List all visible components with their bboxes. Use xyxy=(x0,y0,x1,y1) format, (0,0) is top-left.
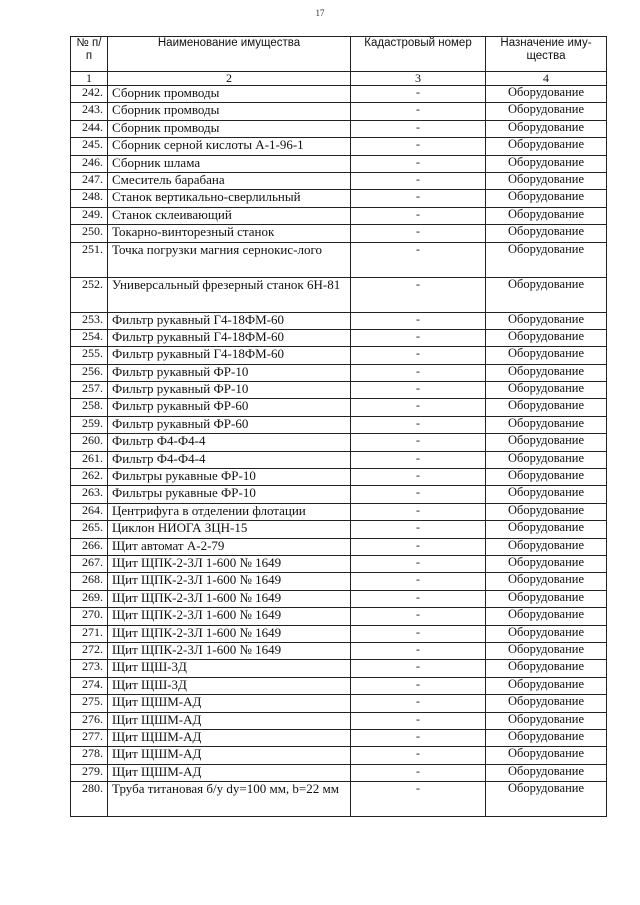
row-number: 280. xyxy=(71,782,108,817)
property-purpose: Оборудование xyxy=(486,764,607,781)
cadastral-number: - xyxy=(351,416,486,433)
table-row xyxy=(71,434,607,451)
property-purpose: Оборудование xyxy=(486,364,607,381)
cadastral-number: - xyxy=(351,782,486,817)
cadastral-number: - xyxy=(351,207,486,224)
row-number: 248. xyxy=(71,190,108,207)
row-number: 269. xyxy=(71,590,108,607)
property-name: Циклон НИОГА ЗЦН-15 xyxy=(108,521,351,538)
column-number: 3 xyxy=(351,72,486,86)
property-purpose: Оборудование xyxy=(486,486,607,503)
property-purpose: Оборудование xyxy=(486,469,607,486)
property-name: Сборник серной кислоты А-1-96-1 xyxy=(108,138,351,155)
row-number: 274. xyxy=(71,677,108,694)
property-purpose: Оборудование xyxy=(486,747,607,764)
header-cadastral: Кадастровый номер xyxy=(351,37,486,72)
property-name: Фильтр рукавный Г4-18ФМ-60 xyxy=(108,329,351,346)
row-number: 255. xyxy=(71,347,108,364)
cadastral-number: - xyxy=(351,364,486,381)
table-row xyxy=(71,469,607,486)
property-name: Фильтр рукавный ФР-10 xyxy=(108,364,351,381)
table-row xyxy=(71,329,607,346)
table-row xyxy=(71,399,607,416)
property-name: Сборник промводы xyxy=(108,103,351,120)
table-row xyxy=(71,712,607,729)
property-name: Щит ЩПК-2-3Л 1-600 № 1649 xyxy=(108,555,351,572)
table-row xyxy=(71,190,607,207)
property-name: Сборник промводы xyxy=(108,120,351,137)
cadastral-number: - xyxy=(351,451,486,468)
table-row xyxy=(71,172,607,189)
cadastral-number: - xyxy=(351,190,486,207)
cadastral-number: - xyxy=(351,242,486,277)
table-row xyxy=(71,625,607,642)
cadastral-number: - xyxy=(351,503,486,520)
header-row xyxy=(71,37,607,72)
header-name: Наименование имущества xyxy=(108,37,351,72)
property-purpose: Оборудование xyxy=(486,172,607,189)
property-purpose: Оборудование xyxy=(486,312,607,329)
table-row xyxy=(71,642,607,659)
table-row xyxy=(71,782,607,817)
cadastral-number: - xyxy=(351,86,486,103)
table-row xyxy=(71,555,607,572)
row-number: 262. xyxy=(71,469,108,486)
row-number: 257. xyxy=(71,382,108,399)
property-purpose: Оборудование xyxy=(486,573,607,590)
cadastral-number: - xyxy=(351,764,486,781)
property-purpose: Оборудование xyxy=(486,660,607,677)
cadastral-number: - xyxy=(351,747,486,764)
property-name: Станок вертикально-сверлильный xyxy=(108,190,351,207)
property-purpose: Оборудование xyxy=(486,277,607,312)
cadastral-number: - xyxy=(351,677,486,694)
table-row xyxy=(71,538,607,555)
table-row xyxy=(71,573,607,590)
row-number: 263. xyxy=(71,486,108,503)
property-name: Щит автомат А-2-79 xyxy=(108,538,351,555)
table-row xyxy=(71,86,607,103)
row-number: 259. xyxy=(71,416,108,433)
property-purpose: Оборудование xyxy=(486,190,607,207)
cadastral-number: - xyxy=(351,729,486,746)
table-row xyxy=(71,416,607,433)
property-purpose: Оборудование xyxy=(486,451,607,468)
table-row xyxy=(71,486,607,503)
cadastral-number: - xyxy=(351,225,486,242)
cadastral-number: - xyxy=(351,695,486,712)
column-number: 1 xyxy=(71,72,108,86)
cadastral-number: - xyxy=(351,382,486,399)
row-number: 267. xyxy=(71,555,108,572)
cadastral-number: - xyxy=(351,312,486,329)
cadastral-number: - xyxy=(351,538,486,555)
property-name: Сборник шлама xyxy=(108,155,351,172)
table-row xyxy=(71,677,607,694)
property-name: Фильтр рукавный ФР-10 xyxy=(108,382,351,399)
property-purpose: Оборудование xyxy=(486,103,607,120)
property-name: Щит ЩШМ-АД xyxy=(108,747,351,764)
property-purpose: Оборудование xyxy=(486,207,607,224)
table-row xyxy=(71,242,607,277)
cadastral-number: - xyxy=(351,347,486,364)
property-purpose: Оборудование xyxy=(486,521,607,538)
property-purpose: Оборудование xyxy=(486,712,607,729)
property-name: Труба титановая б/у dy=100 мм, b=22 мм xyxy=(108,782,351,817)
cadastral-number: - xyxy=(351,555,486,572)
cadastral-number: - xyxy=(351,642,486,659)
property-name: Щит ЩШ-3Д xyxy=(108,677,351,694)
property-name: Щит ЩШМ-АД xyxy=(108,764,351,781)
row-number: 256. xyxy=(71,364,108,381)
property-purpose: Оборудование xyxy=(486,590,607,607)
property-name: Станок склеивающий xyxy=(108,207,351,224)
property-name: Фильтр рукавный ФР-60 xyxy=(108,399,351,416)
table-row xyxy=(71,608,607,625)
table-row xyxy=(71,747,607,764)
cadastral-number: - xyxy=(351,625,486,642)
table-row xyxy=(71,695,607,712)
property-name: Щит ЩШМ-АД xyxy=(108,695,351,712)
property-name: Фильтр рукавный Г4-18ФМ-60 xyxy=(108,312,351,329)
cadastral-number: - xyxy=(351,277,486,312)
property-name: Токарно-винторезный станок xyxy=(108,225,351,242)
cadastral-number: - xyxy=(351,573,486,590)
property-name: Универсальный фрезерный станок 6Н-81 xyxy=(108,277,351,312)
row-number: 279. xyxy=(71,764,108,781)
property-purpose: Оборудование xyxy=(486,642,607,659)
cadastral-number: - xyxy=(351,521,486,538)
table-row xyxy=(71,451,607,468)
row-number: 278. xyxy=(71,747,108,764)
property-name: Щит ЩПК-2-3Л 1-600 № 1649 xyxy=(108,625,351,642)
property-name: Фильтр Ф4-Ф4-4 xyxy=(108,434,351,451)
property-name: Центрифуга в отделении флотации xyxy=(108,503,351,520)
row-number: 264. xyxy=(71,503,108,520)
row-number: 265. xyxy=(71,521,108,538)
cadastral-number: - xyxy=(351,399,486,416)
row-number: 276. xyxy=(71,712,108,729)
property-table xyxy=(70,36,607,817)
table-row xyxy=(71,138,607,155)
cadastral-number: - xyxy=(351,608,486,625)
table-row xyxy=(71,382,607,399)
row-number: 247. xyxy=(71,172,108,189)
cadastral-number: - xyxy=(351,172,486,189)
cadastral-number: - xyxy=(351,469,486,486)
table-body xyxy=(71,86,607,817)
table-row xyxy=(71,103,607,120)
property-purpose: Оборудование xyxy=(486,555,607,572)
property-name: Фильтры рукавные ФР-10 xyxy=(108,469,351,486)
cadastral-number: - xyxy=(351,103,486,120)
property-purpose: Оборудование xyxy=(486,329,607,346)
row-number: 261. xyxy=(71,451,108,468)
table-row xyxy=(71,347,607,364)
table-row xyxy=(71,764,607,781)
table-row xyxy=(71,207,607,224)
table-row xyxy=(71,729,607,746)
row-number: 253. xyxy=(71,312,108,329)
cadastral-number: - xyxy=(351,329,486,346)
property-name: Фильтр рукавный ФР-60 xyxy=(108,416,351,433)
row-number: 266. xyxy=(71,538,108,555)
row-number: 273. xyxy=(71,660,108,677)
row-number: 250. xyxy=(71,225,108,242)
property-purpose: Оборудование xyxy=(486,120,607,137)
row-number: 271. xyxy=(71,625,108,642)
property-purpose: Оборудование xyxy=(486,347,607,364)
table-row xyxy=(71,521,607,538)
row-number: 246. xyxy=(71,155,108,172)
property-name: Смеситель барабана xyxy=(108,172,351,189)
row-number: 268. xyxy=(71,573,108,590)
table-row xyxy=(71,364,607,381)
header-number: № п/п xyxy=(71,37,108,72)
cadastral-number: - xyxy=(351,712,486,729)
row-number: 243. xyxy=(71,103,108,120)
cadastral-number: - xyxy=(351,120,486,137)
property-name: Точка погрузки магния сернокис-лого xyxy=(108,242,351,277)
property-name: Щит ЩШ-3Д xyxy=(108,660,351,677)
property-name: Щит ЩПК-2-3Л 1-600 № 1649 xyxy=(108,573,351,590)
property-purpose: Оборудование xyxy=(486,677,607,694)
property-purpose: Оборудование xyxy=(486,729,607,746)
property-name: Щит ЩПК-2-3Л 1-600 № 1649 xyxy=(108,608,351,625)
column-number: 2 xyxy=(108,72,351,86)
row-number: 245. xyxy=(71,138,108,155)
row-number: 249. xyxy=(71,207,108,224)
cadastral-number: - xyxy=(351,590,486,607)
column-number: 4 xyxy=(486,72,607,86)
header-purpose: Назначение иму-щества xyxy=(486,37,607,72)
property-purpose: Оборудование xyxy=(486,86,607,103)
property-purpose: Оборудование xyxy=(486,695,607,712)
property-name: Щит ЩПК-2-3Л 1-600 № 1649 xyxy=(108,590,351,607)
property-purpose: Оборудование xyxy=(486,503,607,520)
column-number-row xyxy=(71,72,607,86)
row-number: 277. xyxy=(71,729,108,746)
table-row xyxy=(71,590,607,607)
property-purpose: Оборудование xyxy=(486,399,607,416)
row-number: 244. xyxy=(71,120,108,137)
table-row xyxy=(71,660,607,677)
property-purpose: Оборудование xyxy=(486,416,607,433)
property-purpose: Оборудование xyxy=(486,625,607,642)
table-row xyxy=(71,503,607,520)
property-purpose: Оборудование xyxy=(486,538,607,555)
cadastral-number: - xyxy=(351,660,486,677)
row-number: 254. xyxy=(71,329,108,346)
page-number: 17 xyxy=(315,8,325,18)
row-number: 258. xyxy=(71,399,108,416)
row-number: 252. xyxy=(71,277,108,312)
table-row xyxy=(71,120,607,137)
property-name: Щит ЩПК-2-3Л 1-600 № 1649 xyxy=(108,642,351,659)
property-name: Фильтр рукавный Г4-18ФМ-60 xyxy=(108,347,351,364)
row-number: 260. xyxy=(71,434,108,451)
table-row xyxy=(71,155,607,172)
cadastral-number: - xyxy=(351,155,486,172)
property-purpose: Оборудование xyxy=(486,155,607,172)
cadastral-number: - xyxy=(351,434,486,451)
property-name: Фильтры рукавные ФР-10 xyxy=(108,486,351,503)
property-name: Сборник промводы xyxy=(108,86,351,103)
property-purpose: Оборудование xyxy=(486,382,607,399)
table-row xyxy=(71,312,607,329)
row-number: 270. xyxy=(71,608,108,625)
cadastral-number: - xyxy=(351,486,486,503)
property-purpose: Оборудование xyxy=(486,434,607,451)
property-name: Щит ЩШМ-АД xyxy=(108,729,351,746)
property-purpose: Оборудование xyxy=(486,138,607,155)
table-row xyxy=(71,225,607,242)
property-purpose: Оборудование xyxy=(486,242,607,277)
cadastral-number: - xyxy=(351,138,486,155)
row-number: 275. xyxy=(71,695,108,712)
property-purpose: Оборудование xyxy=(486,608,607,625)
property-name: Щит ЩШМ-АД xyxy=(108,712,351,729)
row-number: 272. xyxy=(71,642,108,659)
property-name: Фильтр Ф4-Ф4-4 xyxy=(108,451,351,468)
property-purpose: Оборудование xyxy=(486,782,607,817)
table-row xyxy=(71,277,607,312)
row-number: 242. xyxy=(71,86,108,103)
property-purpose: Оборудование xyxy=(486,225,607,242)
row-number: 251. xyxy=(71,242,108,277)
